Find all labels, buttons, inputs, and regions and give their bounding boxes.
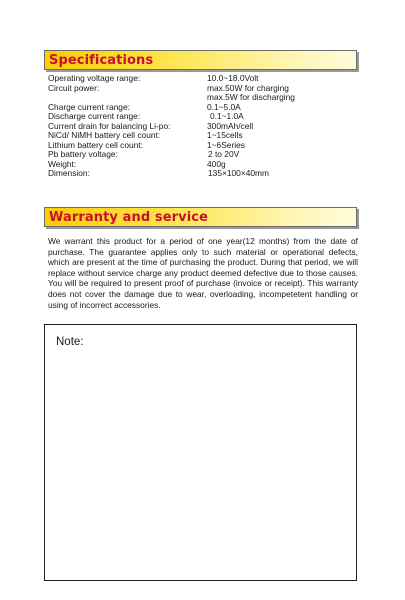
spec-row: [48, 150, 358, 160]
specifications-title: Specifications: [49, 53, 154, 68]
note-label: Note:: [56, 336, 84, 348]
spec-value: 1~6Series: [207, 139, 245, 150]
spec-label: Lithium battery cell count:: [48, 139, 143, 150]
spec-label: Current drain for balancing Li-po:: [48, 120, 171, 131]
spec-value: 0.1~5.0A: [207, 101, 241, 112]
spec-value: max.5W for discharging: [207, 92, 295, 102]
specifications-header: [44, 50, 357, 70]
spec-row: [48, 160, 358, 170]
spec-label: Dimension:: [48, 168, 90, 178]
spec-label: Operating voltage range:: [48, 73, 141, 83]
spec-value: 1~15cells: [207, 130, 243, 140]
spec-value: 10.0~18.0Volt: [207, 73, 259, 83]
spec-row: [48, 169, 358, 179]
spec-label: Discharge current range:: [48, 111, 141, 121]
specifications-list: [48, 74, 358, 179]
note-box: [44, 324, 357, 581]
spec-label: Circuit power:: [48, 82, 100, 93]
warranty-title: Warranty and service: [49, 210, 208, 225]
warranty-header: [44, 207, 357, 227]
spec-label: Charge current range:: [48, 101, 130, 112]
spec-value: 135×100×40mm: [208, 168, 269, 178]
spec-value: max.50W for charging: [207, 82, 289, 93]
warranty-text: We warrant this product for a period of one year(12 months) from the date of purchase. The guarantee applies only to such material or operational defects, which are present at the time of purchasing the product. During that period, we will replace without service charge any product deemed defective due to those causes. You will be required to present proof of purchase (invoice or receipt). This warranty does not cover the damage due to wear, overloading, incompetetent handling or using of incorrect accessories.: [48, 236, 358, 310]
spec-label: Pb battery voltage:: [48, 149, 118, 159]
spec-value: 300mAh/cell: [207, 120, 254, 131]
spec-value: 400g: [207, 158, 226, 169]
spec-value: 2 to 20V: [208, 149, 240, 159]
spec-row: [48, 84, 358, 94]
spec-label: NiCd/ NiMH battery cell count:: [48, 130, 161, 140]
spec-label: Weight:: [48, 158, 77, 169]
spec-value: 0.1~1.0A: [210, 111, 244, 121]
